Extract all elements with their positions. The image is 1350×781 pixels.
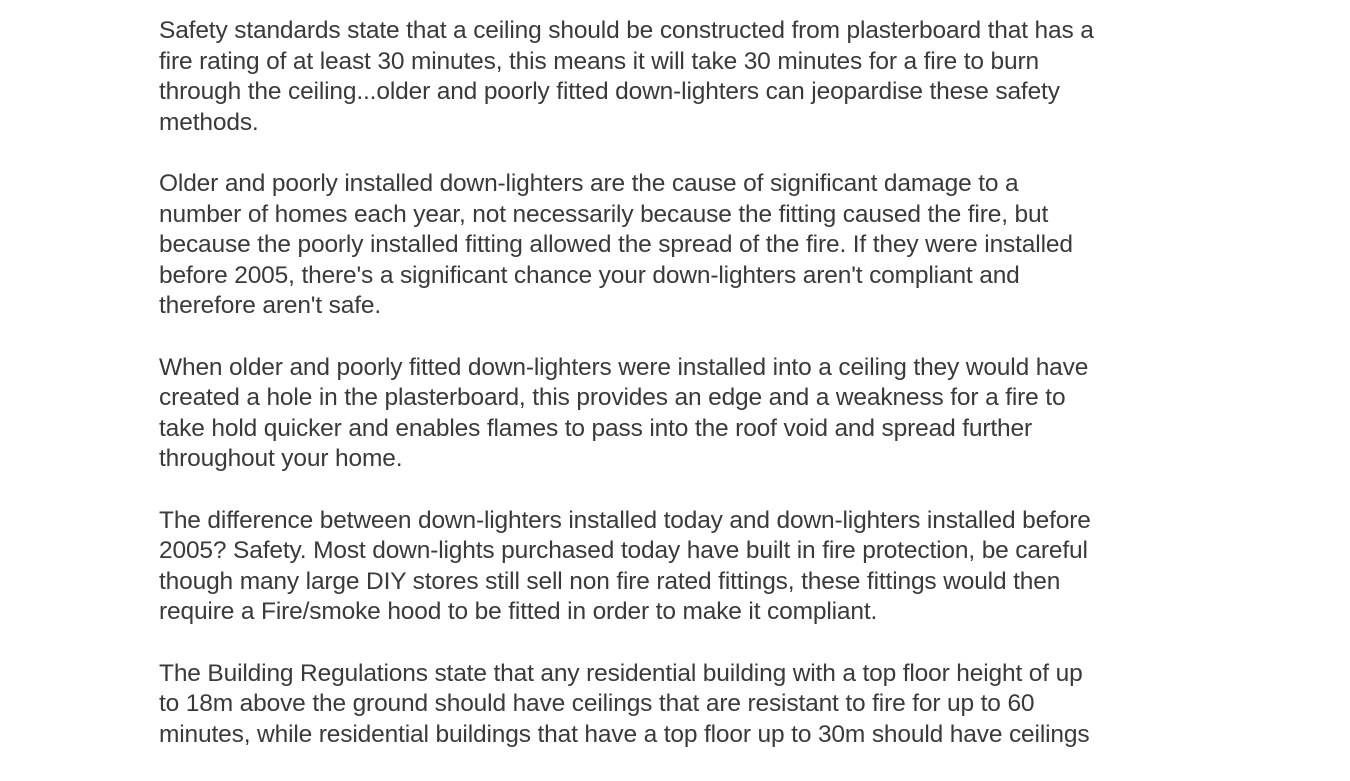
text-line: 2005? Safety. Most down-lights purchased today have built in fire protection, be careful [159, 537, 1088, 564]
text-line: though many large DIY stores still sell non fire rated fittings, these fittings would then [159, 567, 1061, 595]
text-line: minutes, while residential buildings that have a top floor up to 30m should have ceilings [159, 720, 1090, 748]
text-line: through the ceiling...older and poorly fitted down-lighters can jeopardise these safety [159, 78, 1060, 105]
text-line: Safety standards state that a ceiling should be constructed from plasterboard that has a [159, 17, 1094, 44]
text-line: to 18m above the ground should have ceilings that are resistant to fire for up to 60 [159, 690, 1035, 717]
paragraph-plasterboard-fire-rating [159, 16, 1199, 138]
text-line: Older and poorly installed down-lighters are the cause of significant damage to a [159, 170, 1019, 197]
text-line: because the poorly installed fitting allowed the spread of the fire. If they were installed [159, 231, 1073, 258]
text-line: number of homes each year, not necessarily because the fitting caused the fire, but [159, 200, 1049, 228]
text-line: take hold quicker and enables flames to pass into the roof void and spread further [159, 414, 1032, 442]
text-line: methods. [159, 108, 259, 136]
document-body [159, 16, 1199, 781]
text-line: throughout your home. [159, 445, 403, 472]
text-line: before 2005, there's a significant chance your down-lighters aren't compliant and [159, 261, 1020, 289]
text-line: The Building Regulations state that any residential building with a top floor height of up [159, 659, 1083, 687]
paragraph-hole-in-plasterboard [159, 353, 1199, 475]
text-line: The difference between down-lighters installed today and down-lighters installed before [159, 506, 1091, 534]
paragraph-building-regulations [159, 659, 1199, 751]
text-line: require a Fire/smoke hood to be fitted in order to make it compliant. [159, 598, 878, 625]
text-line: fire rating of at least 30 minutes, this means it will take 30 minutes for a fire to burn [159, 47, 1039, 75]
paragraph-older-down-lighters-damage [159, 169, 1199, 322]
text-line: created a hole in the plasterboard, this provides an edge and a weakness for a fire to [159, 384, 1066, 411]
paragraph-difference-today-vs-2005 [159, 506, 1199, 628]
text-line: When older and poorly fitted down-lighters were installed into a ceiling they would have [159, 353, 1089, 381]
text-line: therefore aren't safe. [159, 292, 382, 319]
